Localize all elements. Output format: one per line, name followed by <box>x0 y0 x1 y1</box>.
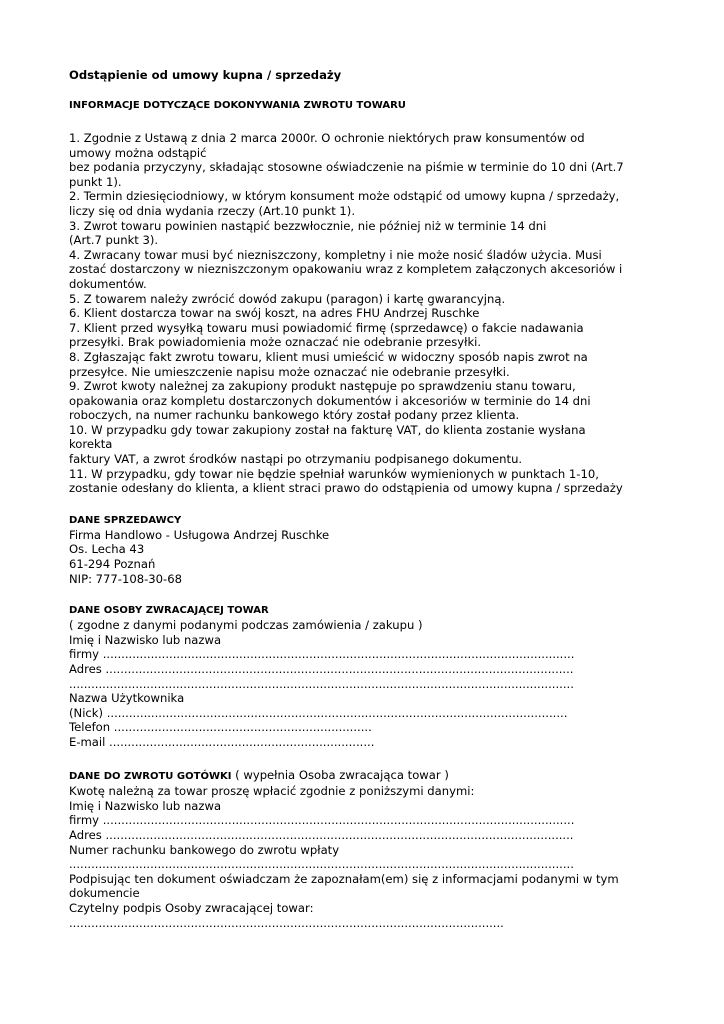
cash-line: Kwotę należną za towar proszę wpłacić zgodnie z poniższymi danymi: <box>69 784 475 799</box>
returner-line: Adres ............................................................................................................................... <box>69 662 574 676</box>
info-line: 6. Klient dostarcza towar na swój koszt, na adres FHU Andrzej Ruschke <box>69 306 480 321</box>
seller-line: Os. Lecha 43 <box>69 542 145 557</box>
info-line: bez podania przyczyny, składając stosowne oświadczenie na piśmie w terminie do 10 dni (Art.7 <box>69 160 624 175</box>
info-line: opakowania oraz kompletu dostarczonych dokumentów i akcesoriów w terminie do 14 dni <box>69 393 591 408</box>
cash-line: Podpisując ten dokument oświadczam że zapoznałam(em) się z informacjami podanymi w tym <box>69 871 619 886</box>
seller-line: NIP: 777-108-30-68 <box>69 571 182 586</box>
seller-line: Firma Handlowo - Usługowa Andrzej Ruschke <box>69 527 330 542</box>
returner-form <box>69 618 657 749</box>
info-line: 8. Zgłaszając fakt zwrotu towaru, klient musi umieścić w widoczny sposób napis zwrot na <box>69 349 588 364</box>
info-line: 5. Z towarem należy zwrócić dowód zakupu (paragon) i kartę gwarancyjną. <box>69 291 506 306</box>
info-line: 11. W przypadku, gdy towar nie będzie spełniał warunków wymienionych w punktach 1-10, <box>69 466 599 481</box>
info-line: liczy się od dnia wydania rzeczy (Art.10 punkt 1). <box>69 203 356 218</box>
info-line: korekta <box>69 437 113 452</box>
returner-line: E-mail ........................................................................ <box>69 734 375 749</box>
info-line: 4. Zwracany towar musi być niezniszczony, kompletny i nie może nosić śladów użycia. Musi <box>69 247 602 262</box>
info-line: zostanie odesłany do klienta, a klient straci prawo do odstąpienia od umowy kupna / sprzedaży <box>69 481 623 496</box>
info-line: roboczych, na numer rachunku bankowego który został podany przez klienta. <box>69 408 520 423</box>
info-text <box>69 131 657 496</box>
returner-line: (Nick) ............................................................................................................................. <box>69 705 568 720</box>
returner-line: Nazwa Użytkownika <box>69 691 185 706</box>
returner-heading: DANE OSOBY ZWRACAJĄCEJ TOWAR <box>69 605 269 617</box>
cash-line: Numer rachunku bankowego do zwrotu wpłaty <box>69 842 340 857</box>
info-line: 2. Termin dziesięciodniowy, w którym konsument może odstąpić od umowy kupna / sprzedaży, <box>69 189 620 204</box>
seller-heading: DANE SPRZEDAWCY <box>69 514 182 526</box>
info-line: 1. Zgodnie z Ustawą z dnia 2 marca 2000r. O ochronie niektórych praw konsumentów od <box>69 131 585 145</box>
returner-line: ( zgodne z danymi podanymi podczas zamówienia / zakupu ) <box>69 618 423 633</box>
info-heading: INFORMACJE DOTYCZĄCE DOKONYWANIA ZWROTU TOWARU <box>69 100 406 111</box>
cash-line: ......................................................................................................................................... <box>69 857 574 872</box>
cash-line: dokumencie <box>69 886 140 901</box>
info-line: 7. Klient przed wysyłką towaru musi powiadomić firmę (sprzedawcę) o fakcie nadawania <box>69 320 584 335</box>
info-line: faktury VAT, a zwrot środków nastąpi po otrzymaniu podpisanego dokumentu. <box>69 452 523 467</box>
seller-line: 61-294 Poznań <box>69 557 156 572</box>
info-line: (Art.7 punkt 3). <box>69 233 159 248</box>
cash-heading-line <box>69 768 657 785</box>
info-line: przesyłce. Nie umieszczenie napisu może oznaczać nie odebranie przesyłki. <box>69 364 510 379</box>
cash-line: Adres ............................................................................................................................... <box>69 827 574 842</box>
info-line: umowy można odstąpić <box>69 145 207 160</box>
cash-line: Imię i Nazwisko lub nazwa <box>69 798 222 813</box>
document-page <box>69 67 657 930</box>
cash-form <box>69 784 657 930</box>
returner-line: firmy ................................................................................................................................ <box>69 647 575 662</box>
info-line: 10. W przypadku gdy towar zakupiony został na fakturę VAT, do klienta zostanie wysłana <box>69 422 586 437</box>
info-line: dokumentów. <box>69 276 147 291</box>
cash-heading-note: ( wypełnia Osoba zwracająca towar ) <box>231 767 449 782</box>
returner-line: Telefon ...................................................................... <box>69 720 372 735</box>
cash-line: firmy ................................................................................................................................ <box>69 813 575 828</box>
returner-line: ......................................................................................................................................... <box>69 676 574 691</box>
returner-line: Imię i Nazwisko lub nazwa <box>69 632 222 647</box>
info-line: 9. Zwrot kwoty należnej za zakupiony produkt następuje po sprawdzeniu stanu towaru, <box>69 379 576 394</box>
info-line: zostać dostarczony w niezniszczonym opakowaniu wraz z kompletem załączonych akcesoriów i <box>69 262 623 277</box>
cash-line: Czytelny podpis Osoby zwracającej towar: <box>69 900 314 915</box>
document-title: Odstąpienie od umowy kupna / sprzedaży <box>69 68 342 82</box>
cash-heading: DANE DO ZWROTU GOTÓWKI <box>69 770 232 782</box>
info-line: przesyłki. Brak powiadomienia może oznaczać nie odebranie przesyłki. <box>69 335 482 350</box>
info-line: punkt 1). <box>69 174 122 189</box>
seller-details <box>69 528 657 586</box>
info-line: 3. Zwrot towaru powinien nastąpić bezzwłocznie, nie później niż w terminie 14 dni <box>69 218 547 233</box>
cash-line: ...................................................................................................................... <box>69 915 504 930</box>
